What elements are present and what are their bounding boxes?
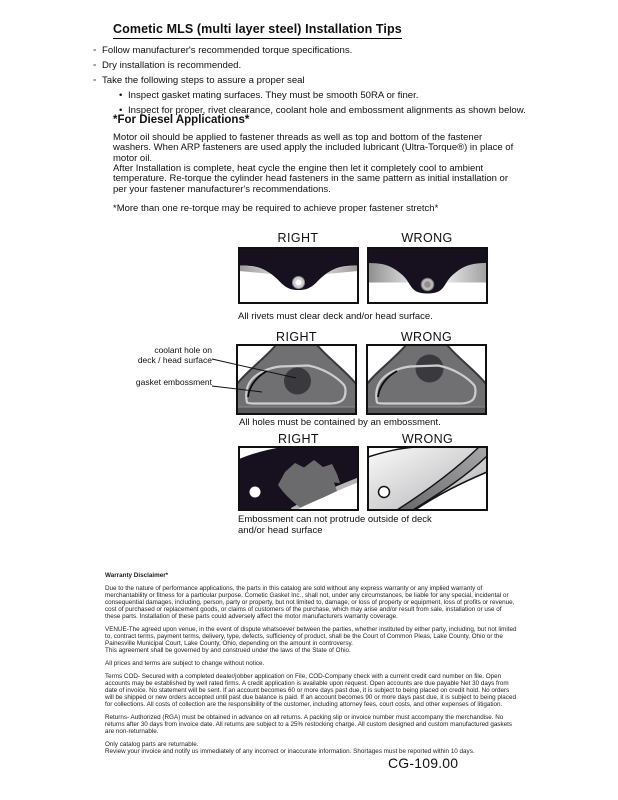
filled-bullet-icon: • [119,105,123,116]
list-item [93,43,533,58]
open-bullet-icon: ◦ [93,75,97,86]
row2-wrong-label: WRONG [400,330,453,344]
protrusion-wrong-diagram [367,446,488,511]
list-item-text: Inspect gasket mating surfaces. They must be smooth 50RA or finer. [128,90,419,101]
legal-paragraph: All prices and terms are subject to change without notice. [105,660,265,667]
row1-caption: All rivets must clear deck and/or head surface. [238,311,433,322]
coolant-hole-icon [416,355,444,383]
list-item [119,88,533,103]
list-item-text: Follow manufacturer's recommended torque specifications. [102,45,353,56]
rivet-clearance-right-diagram [238,247,359,304]
open-bullet-icon: ◦ [93,45,97,56]
hole-embossment-wrong-diagram [366,344,487,415]
row2-right-label: RIGHT [276,330,317,344]
gasket-embossment-annotation: gasket embossment [135,377,212,387]
legal-paragraph: Only catalog parts are returnable. [105,741,199,748]
list-item [93,58,533,73]
coolant-hole-annotation: coolant hole on deck / head surface [137,345,212,365]
row2-caption: All holes must be contained by an embossment. [239,417,441,428]
bolt-hole-icon [379,487,390,498]
bolt-hole-icon [250,487,261,498]
rivet-clearance-wrong-diagram [367,247,488,304]
legal-paragraph: VENUE-The agreed upon venue, in the event of dispute whatsoever between the parties, whether instituted by either party, including, but not limited to, contract terms, payment terms, delivery, type, defects, sufficiency of product, shall be the Court of Common Pleas, Lake County, Ohio or the Painesville Municipal Court, Lake County, Ohio, depending on the amount in controversy. [105,626,517,647]
tips-list [93,43,533,118]
legal-paragraph: Due to the nature of performance applications, the parts in this catalog are sold without any express warranty or any implied warranty of merchantability or fitness for a particular purpose. Cometic Gasket Inc., shall not, under any circumstances, be liable for any special, incidental or consequential damages, including, person, party or property, but not limited to, damage, or loss of property or equipment, loss of profits or revenue, cost of purchased or replacement goods, or claims of customers of the purchase, which may arise and/or result from sale, installation or use of these parts. Installation of these parts could adversely affect the motor manufacturers warranty coverage. [105,585,515,620]
row3-caption: Embossment can not protrude outside of deck and/or head surface [238,514,432,536]
legal-heading: Warranty Disclaimer* [105,572,169,579]
row1-right-label: RIGHT [277,231,319,245]
filled-bullet-icon: • [119,90,123,101]
list-item-text: Dry installation is recommended. [102,60,242,71]
legal-paragraph: Returns- Authorized (RGA) must be obtained in advance on all returns. A packing slip or invoice number must accompany the merchandise. No returns after 30 days from invoice date. All returns are subject to a 25% restocking charge. All custom designed and custom manufactured gaskets are non-returnable. [105,714,513,735]
paragraph: Motor oil should be applied to fastener threads as well as top and bottom of the fastener washers. When ARP fasteners are used apply the included lubricant (Ultra-Torque®) in place of motor oil. [113,132,514,164]
open-bullet-icon: ◦ [93,60,97,71]
paragraph: After Installation is complete, heat cycle the engine then let it completely cool to ambient temperature. Re-torque the cylinder head fasteners in the same pattern as initial installation or per your fastener manufacturer's recommendations. [113,163,508,195]
row1-wrong-label: WRONG [401,231,453,245]
annotation-leader-lines [120,340,380,420]
list-item [93,73,533,88]
warranty-disclaimer [105,572,517,755]
legal-paragraph: Review your invoice and notify us immediately of any incorrect or inaccurate information. Shortages must be reported within 10 days. [105,748,475,755]
list-item-text: Inspect for proper, rivet clearance, coolant hole and embossment alignments as shown below. [128,105,526,116]
retorque-note: *More than one re-torque may be required to achieve proper fastener stretch* [113,203,439,214]
row3-right-label: RIGHT [278,432,319,446]
protrusion-right-diagram [238,446,359,511]
legal-paragraph: This agreement shall be governed by and construed under the laws of the State of Ohio. [105,647,351,654]
list-item-text: Take the following steps to assure a proper seal [102,75,305,86]
page-number: CG-109.00 [388,755,459,771]
page-title: Cometic MLS (multi layer steel) Installation Tips [113,22,402,39]
row3-wrong-label: WRONG [401,432,454,446]
legal-paragraph: Terms COD- Secured with a completed dealer/jobber application on File, COD-Company check with a current credit card number on file. Open accounts may be established by well rated firms. A credit application is available upon request. Open accounts are due payable Net 30 days from date of invoice. No statement will be sent. If an account becomes 60 or more days past due, it is subject to being placed on credit hold. No orders will be shipped or new orders accepted until past due balance is paid. If an account becomes 90 or more days past due, it is subject to being placed for collections. All costs of collection are the responsibility of the customer, including attorney fees, court costs, and other expenses of litigation. [105,673,516,708]
diesel-heading: *For Diesel Applications* [113,114,250,126]
